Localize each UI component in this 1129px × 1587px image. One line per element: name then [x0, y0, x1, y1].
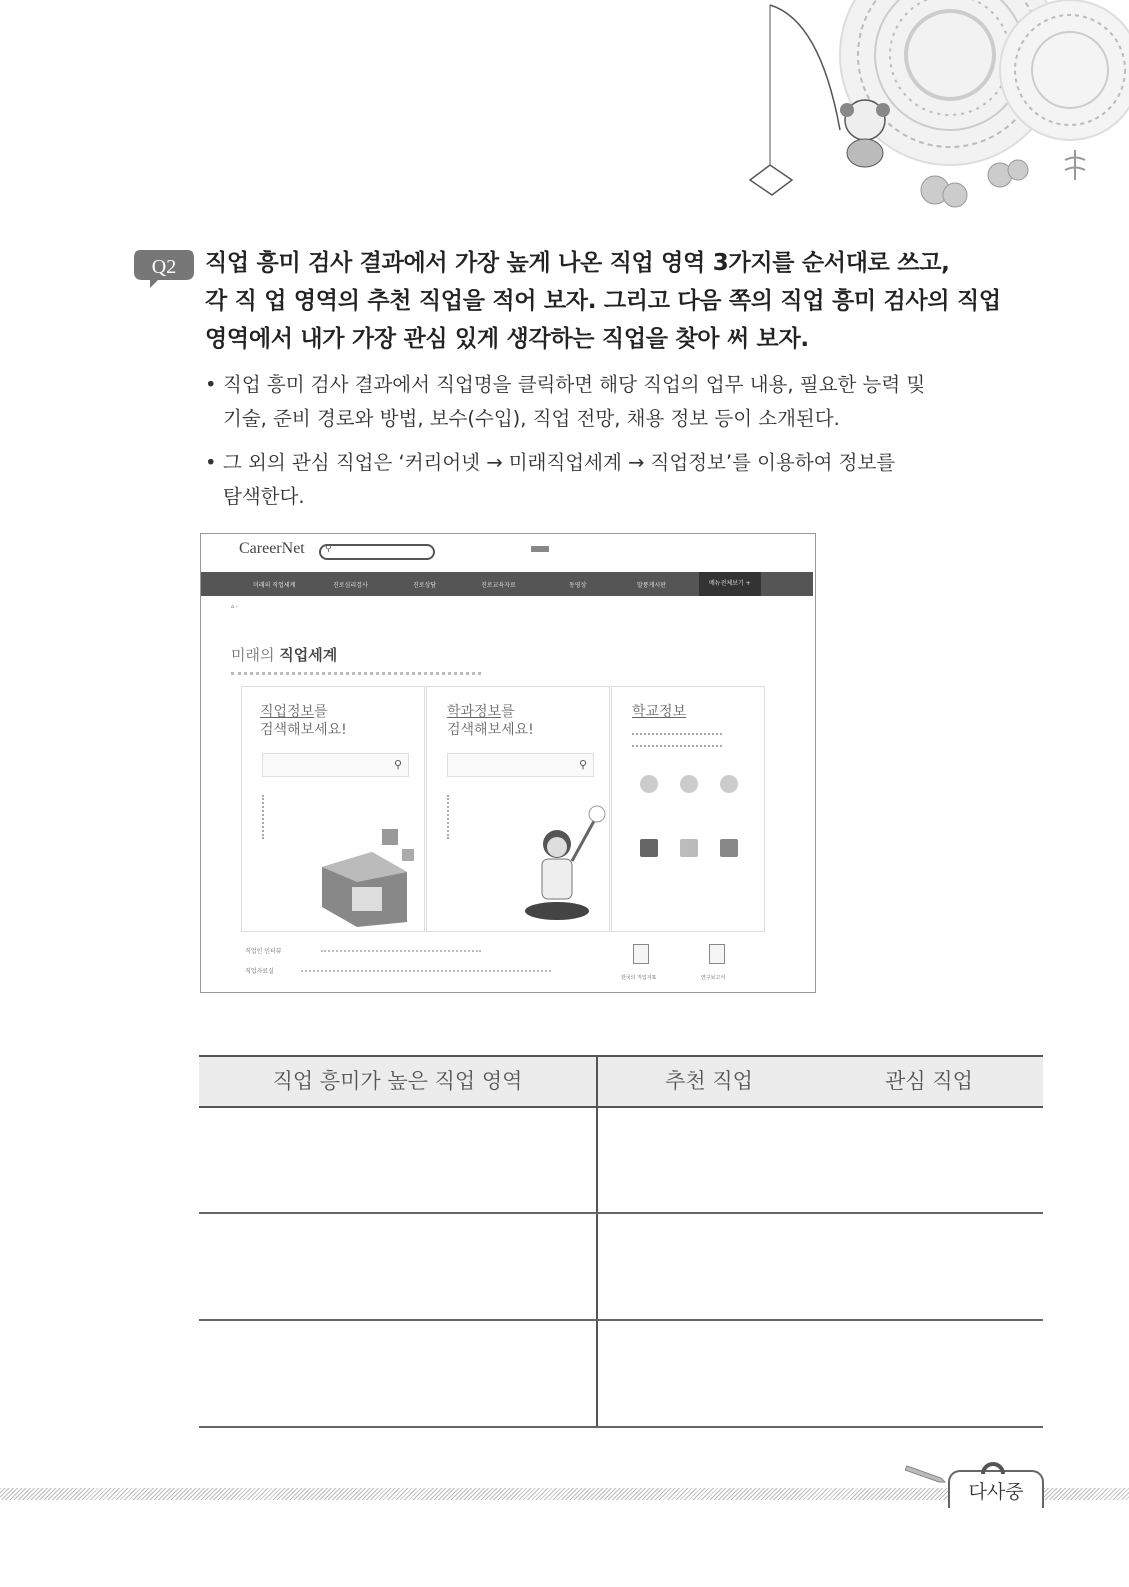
bullet-line: 그 외의 관심 직업은 ‘커리어넷 → 미래직업세계 → 직업정보’를 이용하여 정보를 — [223, 451, 896, 474]
panel-link-list — [447, 795, 499, 839]
panel-link-list — [262, 795, 314, 839]
careernet-screenshot — [200, 533, 816, 993]
bullet-line: 직업 흥미 검사 결과에서 직업명을 클릭하면 해당 직업의 업무 내용, 필요한 능력 및 — [223, 373, 926, 396]
question-line: 직업 흥미 검사 결과에서 가장 높게 나온 직업 영역 3가지를 순서대로 쓰고, — [205, 250, 950, 276]
corner-decoration-image — [740, 0, 1129, 225]
major-info-panel — [426, 686, 610, 932]
school-icon — [640, 839, 658, 857]
tab-ring-icon — [981, 1456, 1005, 1474]
nav-item: 진로교육자료 — [481, 582, 516, 589]
panel-heading: 직업정보를 검색해보세요! — [260, 704, 347, 738]
question-line: 각 직 업 영역의 추천 직업을 적어 보자. 그리고 다음 쪽의 직업 흥미 검사의 직업 — [205, 288, 1001, 314]
footer-icon-label: 연구보고서 — [701, 975, 726, 981]
top-link-bar — [531, 546, 549, 552]
resource-label: 직업자료실 — [245, 968, 274, 975]
title-subtext-line — [231, 672, 481, 676]
search-icon: ⚲ — [393, 758, 402, 771]
table-header-row — [199, 1055, 1043, 1108]
careernet-nav-bar — [201, 572, 813, 596]
nav-item: 동영상 — [569, 582, 587, 589]
table-row — [199, 1212, 1043, 1214]
school-icon — [720, 839, 738, 857]
cube-illustration — [312, 827, 422, 927]
nav-item: 메뉴전체보기 + — [699, 572, 761, 596]
footer-tab-label: 다사중 — [968, 1481, 1024, 1503]
careernet-search-box — [319, 544, 435, 560]
school-icon — [680, 775, 698, 793]
panel-heading: 학과정보를 검색해보세요! — [447, 704, 534, 738]
table-row — [199, 1426, 1043, 1428]
bullet-dot: • — [205, 373, 217, 396]
document-icon — [709, 944, 725, 964]
school-icon — [720, 775, 738, 793]
footer-link-line — [321, 950, 481, 952]
careernet-logo: CareerNet — [239, 540, 305, 557]
title-light: 미래의 — [231, 646, 280, 664]
student-illustration — [502, 799, 612, 929]
panel-description-lines — [632, 733, 722, 747]
question-text — [205, 244, 1055, 358]
question-line: 영역에서 내가 가장 관심 있게 생각하는 직업을 찾아 써 보자. — [205, 326, 809, 352]
bullet-line: 탐색한다. — [223, 485, 305, 508]
table-column-divider — [596, 1055, 598, 1428]
table-header-cell: 관심 직업 — [885, 1069, 973, 1093]
footer-tab — [948, 1470, 1044, 1508]
document-icon — [633, 944, 649, 964]
careernet-top-links — [531, 546, 555, 552]
nav-item: 미래의 직업세계 — [253, 582, 296, 589]
question-badge-label: Q2 — [151, 256, 177, 278]
bullet-line: 기술, 준비 경로와 방법, 보수(수입), 직업 전망, 채용 정보 등이 소개된다. — [223, 407, 840, 430]
table-row — [199, 1319, 1043, 1321]
bullet-item — [205, 368, 1035, 436]
job-info-panel — [241, 686, 425, 932]
footer-icon-label: 한국의 직업지표 — [621, 975, 657, 981]
panel-search-box — [447, 753, 594, 777]
panel-search-box — [262, 753, 409, 777]
school-icon — [680, 839, 698, 857]
bullet-item — [205, 446, 1035, 514]
bullet-dot: • — [205, 451, 217, 474]
nav-item: 말풍게시판 — [637, 582, 666, 589]
panel-heading: 학교정보 — [632, 704, 687, 720]
home-icon: ⌂ › — [231, 604, 238, 610]
nav-item: 진로심리검사 — [333, 582, 368, 589]
table-header-cell: 직업 흥미가 높은 직업 영역 — [272, 1069, 523, 1093]
search-icon: ⚲ — [578, 758, 587, 771]
nav-item: 진로상담 — [413, 582, 437, 589]
table-header-cell: 추천 직업 — [665, 1069, 753, 1093]
careernet-page-title — [231, 644, 337, 665]
search-icon: ⚲ — [325, 544, 332, 554]
question-badge-icon — [132, 246, 196, 290]
school-info-panel — [611, 686, 765, 932]
school-icon — [640, 775, 658, 793]
interview-label: 직업인 인터뷰 — [245, 948, 282, 955]
footer-link-line — [301, 970, 551, 972]
title-bold: 직업세계 — [279, 646, 338, 664]
